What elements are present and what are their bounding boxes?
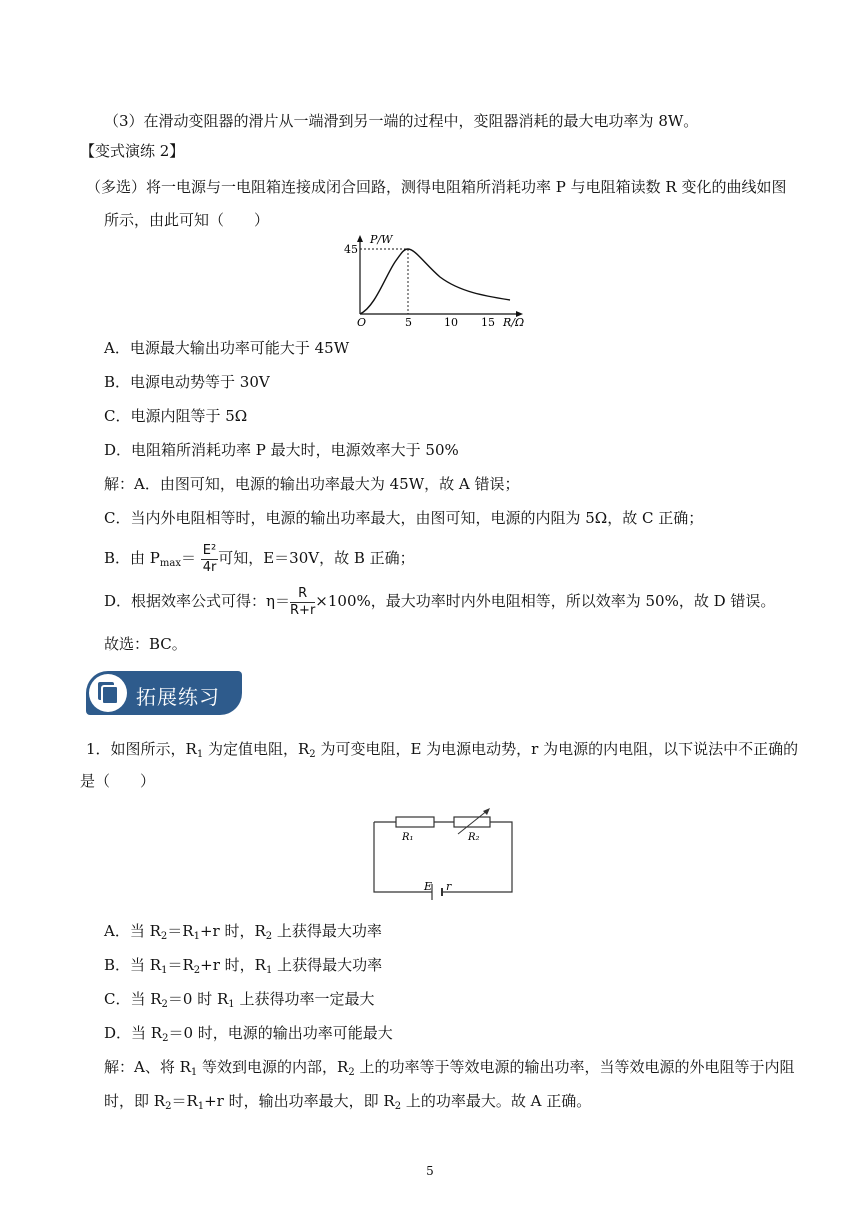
resistor-r2: [454, 817, 490, 827]
eff-numerator: R: [290, 586, 315, 603]
opt-sub: 1: [228, 999, 235, 1010]
sol-part: 时，即 R: [104, 1092, 166, 1110]
sol-b-sub: max: [159, 558, 181, 569]
q1-option-b: [104, 955, 382, 975]
q2-solution-a: 解：A．由图可知，电源的输出功率最大为 45W，故 A 错误；: [104, 475, 520, 493]
document-icon: [89, 674, 127, 712]
r1-label: R₁: [402, 832, 414, 843]
sol-part: +r 时，输出功率最大，即 R: [204, 1092, 395, 1110]
sol-part: ＝R: [171, 1092, 198, 1110]
q1-stem-sub: 2: [309, 749, 316, 760]
q1-option-c: [104, 989, 374, 1009]
sol-b-post: 可知，E＝30V，故 B 正确；: [218, 549, 415, 567]
origin-label: O: [357, 316, 367, 329]
sol-d-post: ×100%，最大功率时内外电阻相等，所以效率为 50%，故 D 错误。: [315, 592, 776, 610]
sol-b-pre: B．由 P: [104, 549, 160, 567]
opt-sub: 2: [265, 931, 273, 942]
banner-icon-circle: [89, 674, 127, 712]
sol-part: 上的功率等于等效电源的输出功率，当等效电源的外电阻等于内阻: [354, 1058, 795, 1076]
y-tick-45: 45: [344, 243, 358, 256]
x-axis-label: R/Ω: [503, 316, 525, 329]
opt-sub: 1: [161, 965, 168, 976]
q1-stem-line1: [86, 739, 798, 759]
q2-option-a: A．电源最大输出功率可能大于 45W: [104, 339, 350, 357]
q1-option-d: [104, 1023, 393, 1043]
opt-part: C．当 R: [104, 990, 162, 1008]
q2-solution-b: [104, 540, 415, 576]
sol-d-pre: D．根据效率公式可得：η＝: [104, 592, 291, 610]
opt-part: +r 时，R: [200, 956, 266, 974]
banner-title: 拓展练习: [136, 685, 220, 709]
q2-solution-c: C．当内外电阻相等时，电源的输出功率最大，由图可知，电源的内阻为 5Ω，故 C 正确；: [104, 509, 704, 527]
opt-part: 上获得功率一定最大: [234, 990, 375, 1008]
opt-part: +r 时，R: [199, 922, 266, 940]
opt-part: ＝0 时，电源的输出功率可能最大: [168, 1024, 393, 1042]
section-label: 【变式演练 2】: [80, 142, 185, 160]
x-tick-10: 10: [444, 316, 458, 329]
opt-sub: 2: [193, 965, 201, 976]
q1-stem-line2: 是（ ）: [80, 772, 156, 790]
circuit-wires: [374, 822, 512, 892]
q1-solution-line2: [104, 1091, 591, 1111]
q2-option-d: D．电阻箱所消耗功率 P 最大时，电源效率大于 50%: [104, 441, 459, 459]
sol-sub: 2: [348, 1067, 355, 1078]
q2-stem-line2: 所示，由此可知（ ）: [104, 211, 270, 229]
opt-part: ＝0 时 R: [167, 990, 229, 1008]
q2-answer: 故选：BC。: [104, 635, 187, 653]
page-number: 5: [426, 1164, 434, 1178]
opt-sub: 2: [161, 999, 168, 1010]
efficiency-fraction: [290, 586, 315, 619]
opt-part: ＝R: [167, 956, 194, 974]
pmax-denominator: 4r: [202, 559, 217, 575]
power-curve: [360, 249, 510, 314]
q1-stem-part: 为可变电阻，E 为电源电动势，r 为电源的内电阻，以下说法中不正确的: [315, 740, 799, 758]
circuit-diagram: [366, 808, 516, 902]
r2-label: R₂: [468, 832, 480, 843]
y-axis-arrow: [357, 235, 363, 242]
source-label: E: [424, 880, 433, 893]
power-resistance-graph: [340, 232, 540, 332]
sol-part: 等效到电源的内部，R: [197, 1058, 349, 1076]
q1-option-a: [104, 921, 382, 941]
q1-stem-part: 为定值电阻，R: [203, 740, 310, 758]
q1-stem-sub: 1: [196, 749, 204, 760]
q1-stem-part: 1．如图所示，R: [86, 740, 197, 758]
q1-solution-line1: [104, 1057, 795, 1077]
opt-part: 上获得最大功率: [272, 956, 383, 974]
opt-part: 上获得最大功率: [272, 922, 382, 940]
sol-b-eq: ＝: [180, 549, 196, 567]
sol-sub: 2: [165, 1101, 172, 1112]
eff-denominator: R+r: [290, 602, 316, 618]
sol-part: 上的功率最大。故 A 正确。: [401, 1092, 592, 1110]
q2-option-b: B．电源电动势等于 30V: [104, 373, 270, 391]
opt-sub: 1: [265, 965, 273, 976]
x-tick-5: 5: [405, 316, 412, 329]
opt-part: A．当 R: [104, 922, 161, 940]
opt-sub: 2: [160, 931, 168, 942]
sol-sub: 1: [197, 1101, 205, 1112]
q2-option-c: C．电源内阻等于 5Ω: [104, 407, 248, 425]
opt-part: ＝R: [167, 922, 194, 940]
opt-part: B．当 R: [104, 956, 162, 974]
q2-solution-d: [104, 583, 775, 619]
pmax-numerator: E²: [202, 542, 217, 558]
sol-part: 解：A、将 R: [104, 1058, 191, 1076]
q2-stem-line1: （多选）将一电源与一电阻箱连接成闭合回路，测得电阻箱所消耗功率 P 与电阻箱读数 R 变化的曲线如图: [86, 178, 787, 196]
x-tick-15: 15: [481, 316, 495, 329]
opt-sub: 2: [162, 1033, 169, 1044]
sol-sub: 1: [190, 1067, 198, 1078]
section-banner: [86, 671, 242, 715]
intro-text: （3）在滑动变阻器的滑片从一端滑到另一端的过程中，变阻器消耗的最大电功率为 8W。: [104, 112, 699, 130]
sol-sub: 2: [394, 1101, 402, 1112]
resistor-r1: [396, 817, 434, 827]
internal-resistance-label: r: [446, 880, 452, 893]
pmax-fraction: [201, 543, 218, 576]
y-axis-label: P/W: [370, 233, 393, 246]
opt-part: D．当 R: [104, 1024, 163, 1042]
variable-arrowhead: [483, 808, 490, 815]
opt-sub: 1: [193, 931, 200, 942]
